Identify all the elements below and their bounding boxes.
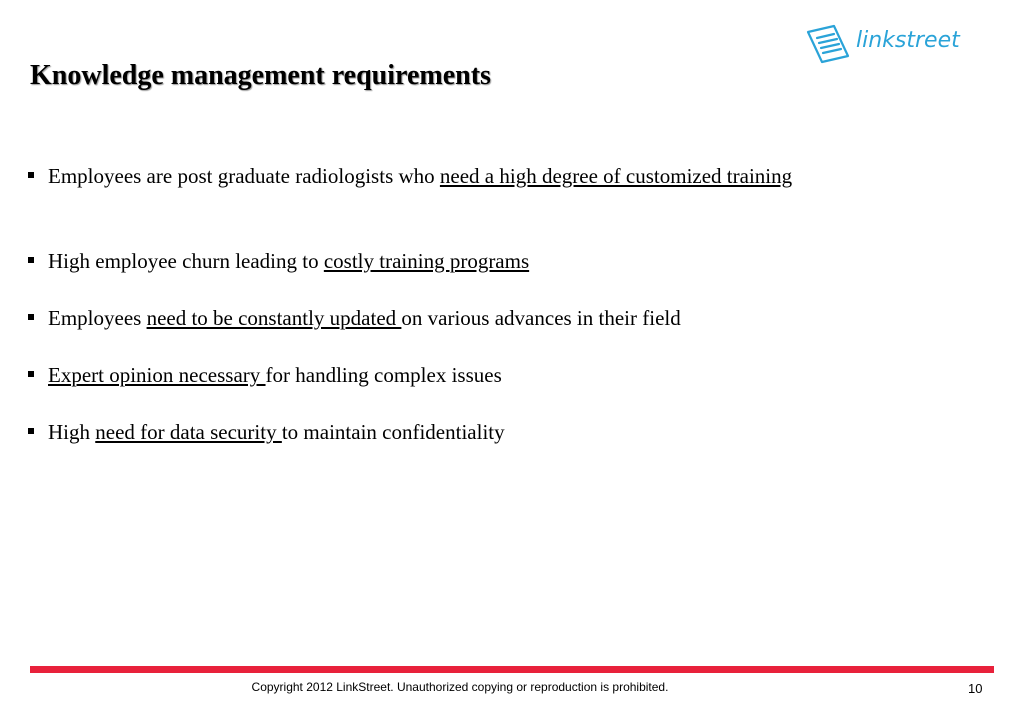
bullet-text-plain: for handling complex issues xyxy=(265,363,502,387)
bullet-text-plain: Employees are post graduate radiologists who xyxy=(48,164,440,188)
bullet-text-plain: to maintain confidentiality xyxy=(281,420,505,444)
bullet-text-underlined: Expert opinion necessary xyxy=(48,363,266,387)
bullet-text-plain: Employees xyxy=(48,306,147,330)
bullet-marker xyxy=(28,371,34,377)
bullet-text-underlined: need a high degree of customized training xyxy=(439,164,793,188)
bullet-marker xyxy=(28,314,34,320)
bullet-item xyxy=(28,418,908,446)
logo-wordmark: linkstreet xyxy=(856,28,960,53)
bullet-text-plain: High xyxy=(48,420,96,444)
linkstreet-logo xyxy=(804,22,974,66)
bullet-marker xyxy=(28,257,34,263)
bullet-text-plain: on various advances in their field xyxy=(401,306,681,330)
document-icon xyxy=(804,22,856,66)
bullet-marker xyxy=(28,428,34,434)
bullet-item xyxy=(28,162,908,190)
bullet-text-plain: High employee churn leading to xyxy=(48,249,324,273)
page-number: 10 xyxy=(968,681,983,696)
bullet-text-underlined: costly training programs xyxy=(323,249,530,273)
bullet-text-underlined: need to be constantly updated xyxy=(146,306,402,330)
bullet-marker xyxy=(28,172,34,178)
bullet-text xyxy=(48,247,908,275)
footer-accent-bar xyxy=(30,666,994,673)
bullet-text xyxy=(48,361,908,389)
bullet-text xyxy=(48,304,908,332)
bullet-text xyxy=(48,162,908,190)
bullet-item xyxy=(28,304,908,332)
slide-title: Knowledge management requirements xyxy=(30,60,491,91)
bullet-text xyxy=(48,418,908,446)
bullet-text-underlined: need for data security xyxy=(95,420,282,444)
bullet-item xyxy=(28,247,908,275)
bullet-item xyxy=(28,361,908,389)
copyright-notice: Copyright 2012 LinkStreet. Unauthorized copying or reproduction is prohibited. xyxy=(251,680,669,694)
